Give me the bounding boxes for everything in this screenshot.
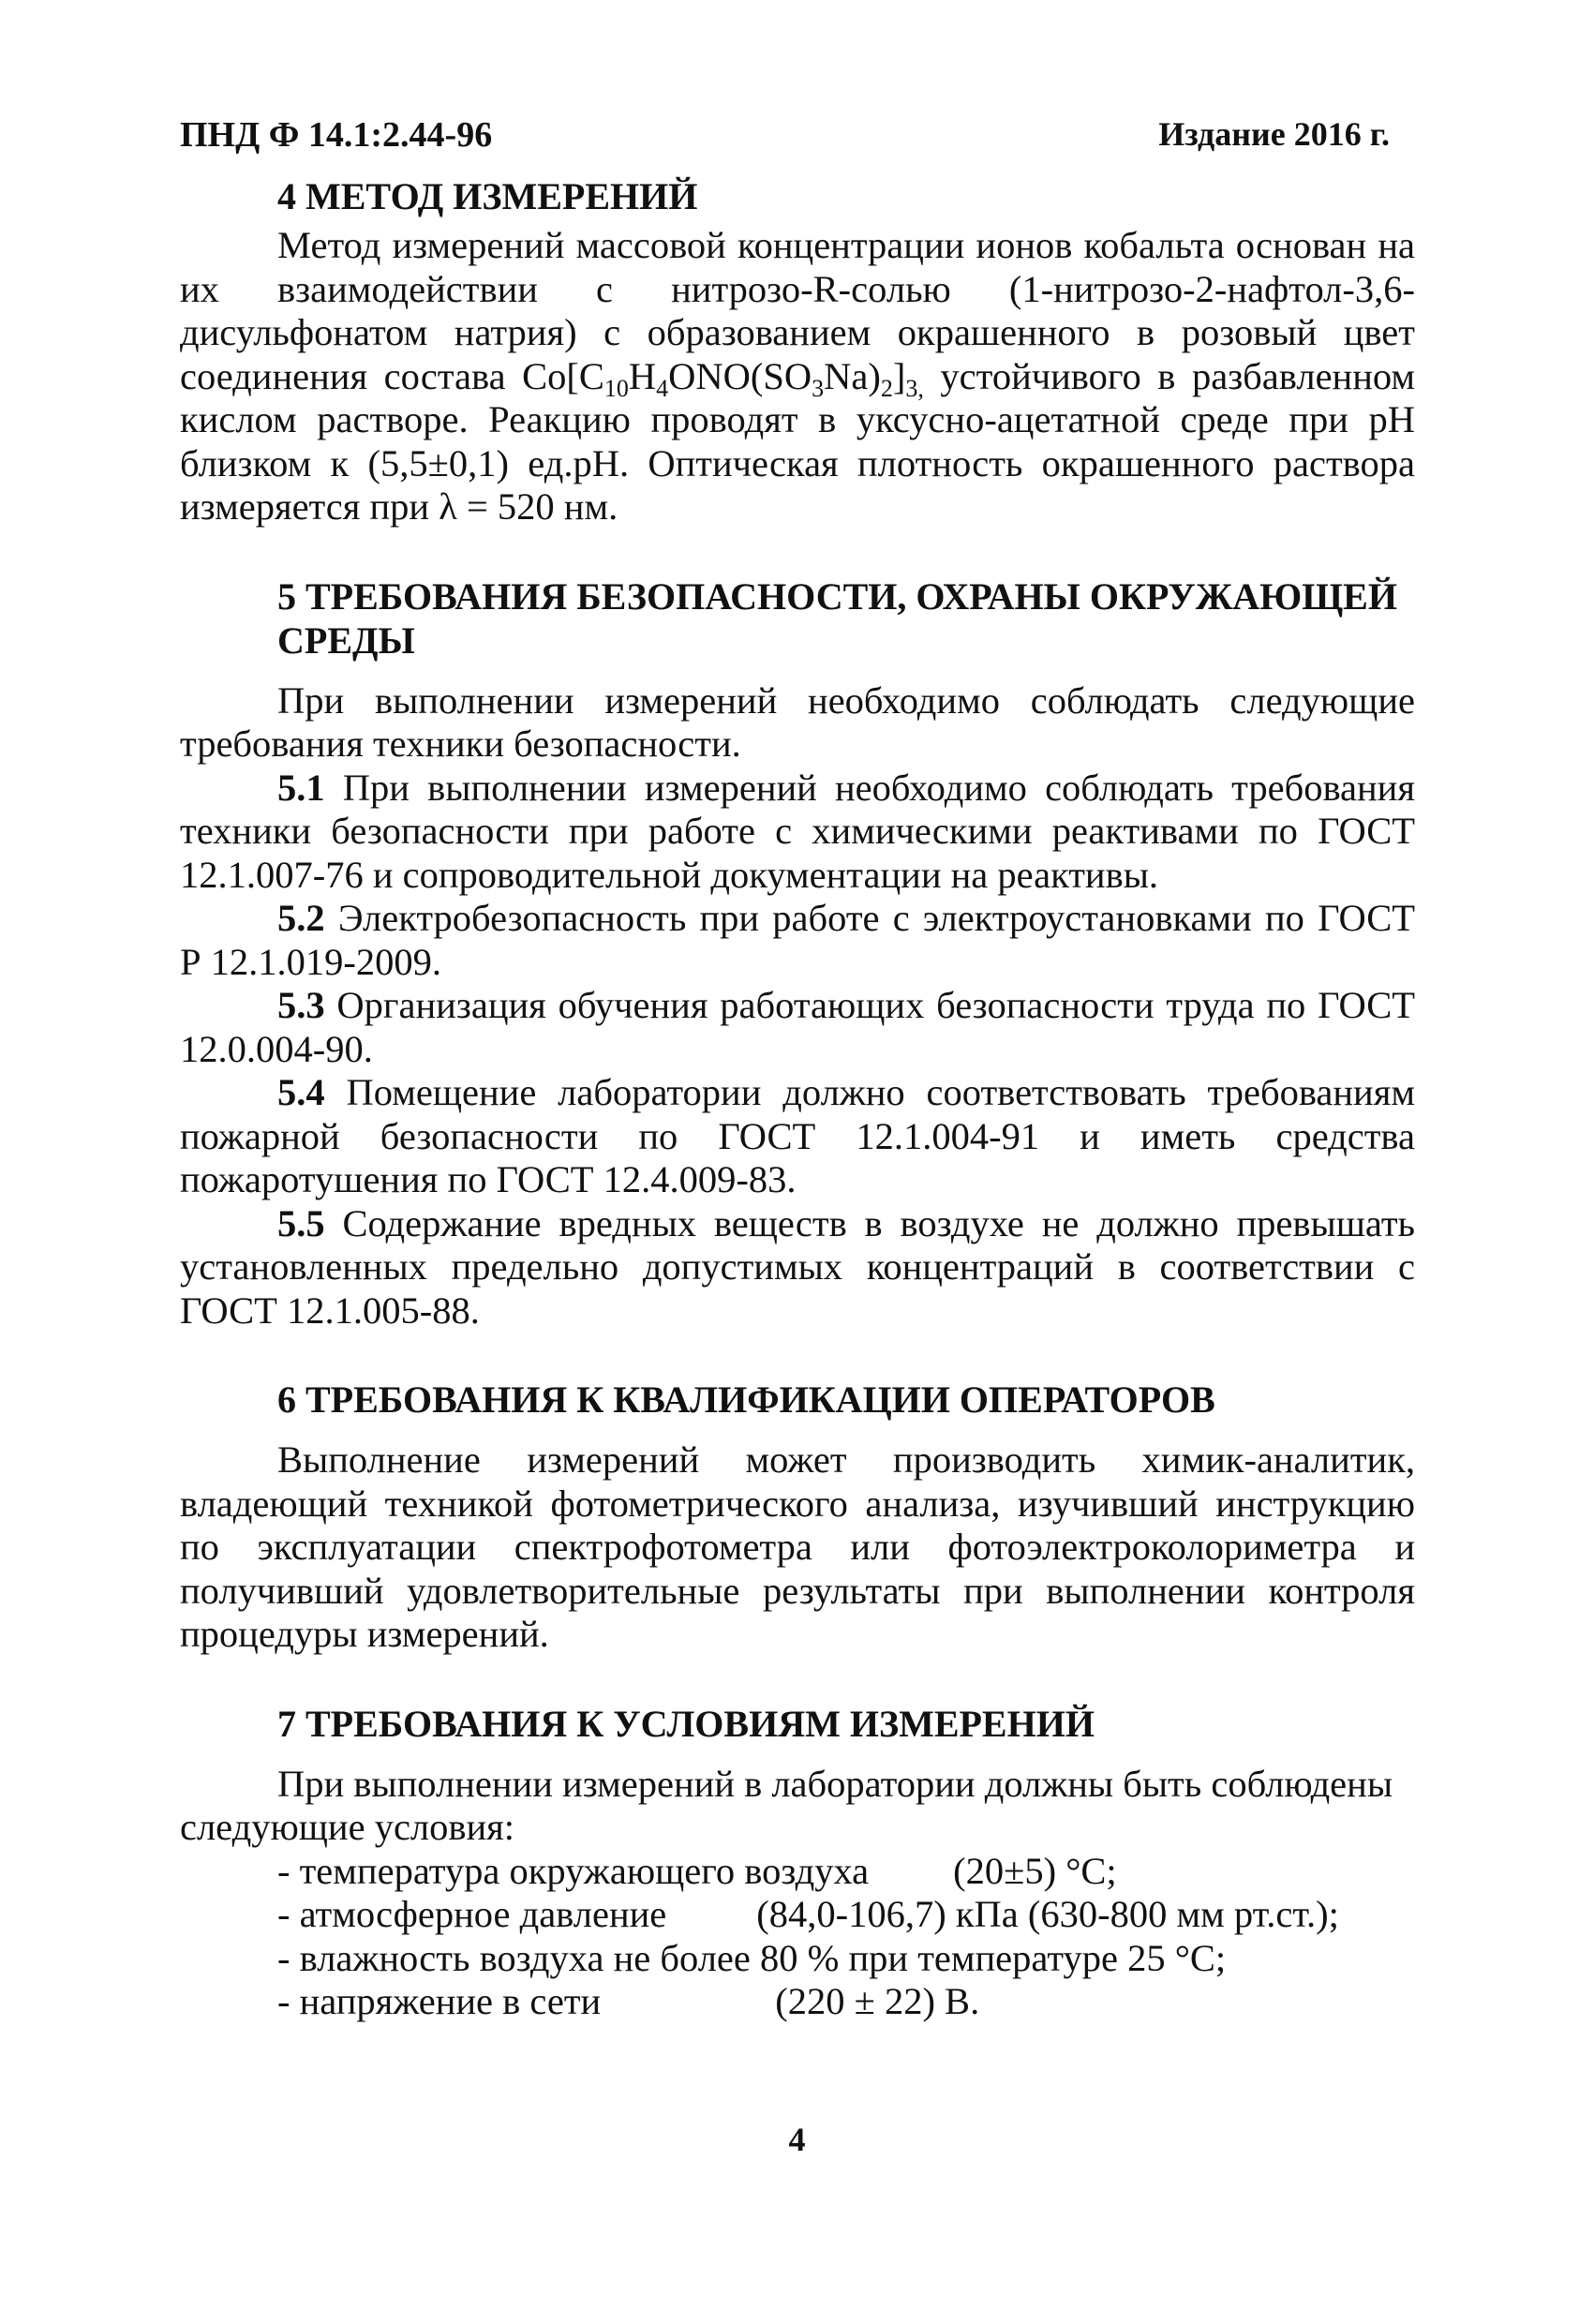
- section-7-title: 7 ТРЕБОВАНИЯ К УСЛОВИЯМ ИЗМЕРЕНИЙ: [277, 1702, 1095, 1745]
- page-number: 4: [788, 2121, 806, 2158]
- section-5-item: 5.2 Электробезопасность при работе с электроустановками по ГОСТ Р 12.1.019-2009.: [180, 897, 1415, 983]
- condition-item: - влажность воздуха не более 80 % при температуре 25 °С;: [277, 1936, 1227, 1979]
- document-code: ПНД Ф 14.1:2.44-96: [180, 115, 493, 155]
- section-6-title: 6 ТРЕБОВАНИЯ К КВАЛИФИКАЦИИ ОПЕРАТОРОВ: [277, 1378, 1215, 1421]
- edition-label: Издание 2016 г.: [1158, 115, 1390, 153]
- section-5-intro: При выполнении измерений необходимо соблюдать следующие требования техники безопасности.: [180, 678, 1415, 765]
- section-7-intro: При выполнении измерений в лаборатории должны быть соблюдены следующие условия:: [180, 1762, 1393, 1848]
- document-body: [180, 174, 1415, 2024]
- condition-item: - напряжение в сети (220 ± 22) В.: [277, 1980, 980, 2022]
- section-5-item: 5.1 При выполнении измерений необходимо соблюдать требования техники безопасности при работе с химическими реактивами по ГОСТ 12.1.007-76 и сопроводительной документации на реактивы.: [180, 766, 1415, 896]
- section-5-item: 5.4 Помещение лаборатории должно соответствовать требованиям пожарной безопасности по ГОСТ 12.1.004-91 и иметь средства пожаротушения по ГОСТ 12.4.009-83.: [180, 1071, 1415, 1200]
- condition-item: - температура окружающего воздуха (20±5) °С;: [277, 1849, 1117, 1892]
- section-5-title: 5 ТРЕБОВАНИЯ БЕЗОПАСНОСТИ, ОХРАНЫ ОКРУЖАЮЩЕЙ СРЕДЫ: [277, 574, 1397, 662]
- section-5-item: 5.3 Организация обучения работающих безопасности труда по ГОСТ 12.0.004-90.: [180, 984, 1415, 1070]
- section-5-item: 5.5 Содержание вредных веществ в воздухе не должно превышать установленных предельно допустимых концентраций в соответствии с ГОСТ 12.1.005-88.: [180, 1201, 1415, 1332]
- condition-item: - атмосферное давление (84,0-106,7) кПа (630-800 мм рт.ст.);: [277, 1893, 1339, 1935]
- section-6-paragraph: Выполнение измерений может производить химик-аналитик, владеющий техникой фотометрического анализа, изучивший инструкцию по эксплуатации спектрофотометра или фотоэлектроколориметра и получивший удовлетворительные результаты при выполнении контроля процедуры измерений.: [180, 1438, 1415, 1655]
- section-4-paragraph: Метод измерений массовой концентрации ионов кобальта основан на их взаимодействии с нитрозо-R-солью (1-нитрозо-2-нафтол-3,6-дисульфонатом натрия) с образованием окрашенного в розовый цвет соединения состава $Co[C_{10}H_4ONO(SO_3Na)_2]_{3,}$ устойчивого в разбавленном кислом растворе. Реакцию проводят в уксусно-ацетатной среде при pH близком к (5,5±0,1) ед.pH. Оптическая плотность окрашенного раствора измеряется при λ = 520 нм.: [180, 224, 1415, 528]
- section-4-title: 4 МЕТОД ИЗМЕРЕНИЙ: [277, 175, 698, 217]
